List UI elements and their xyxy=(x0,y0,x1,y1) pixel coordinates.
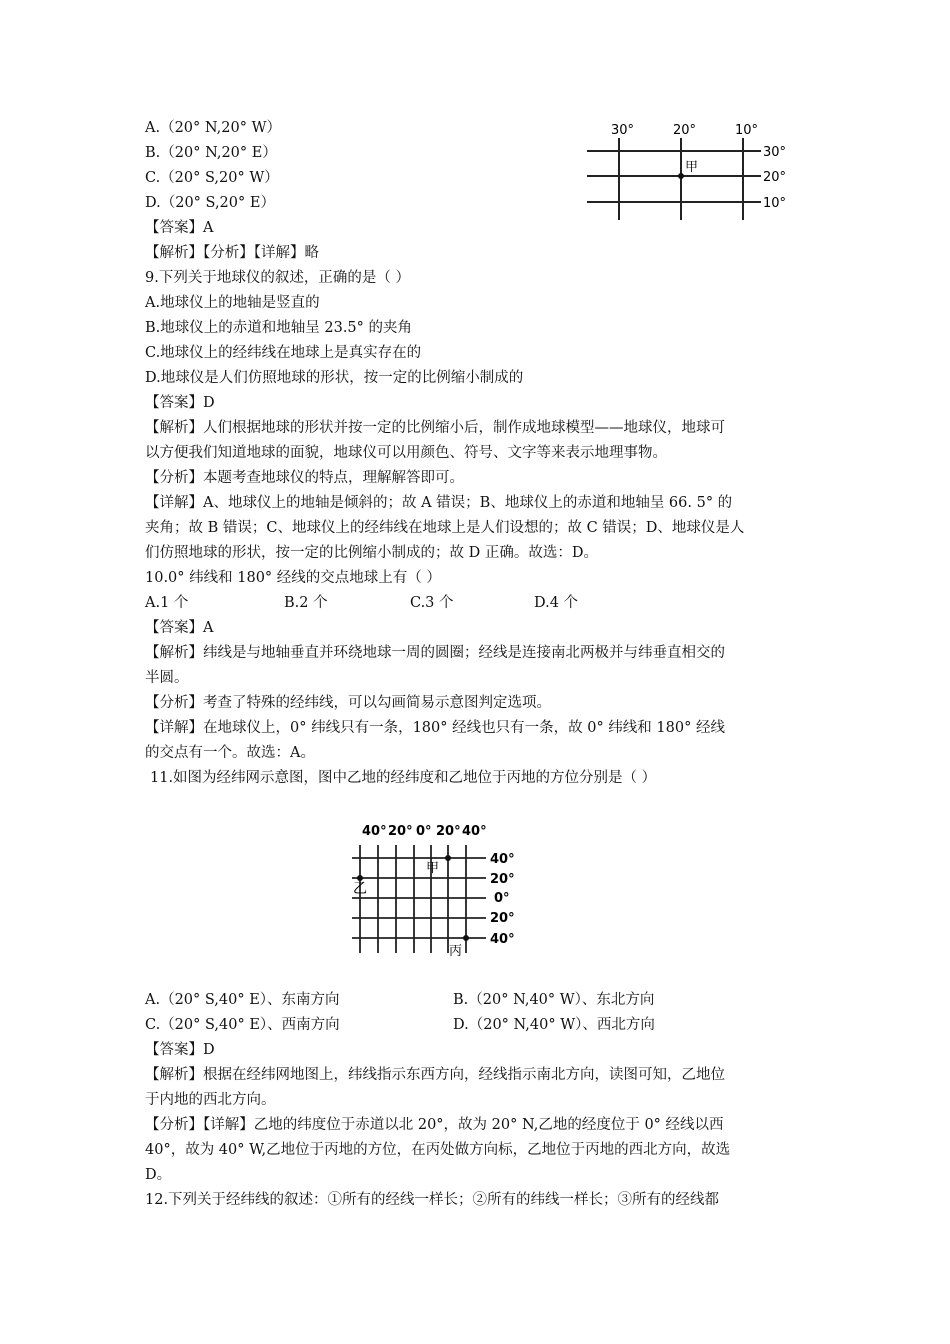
q9-option-c: C.地球仪上的经纬线在地球上是真实存在的 xyxy=(145,345,422,361)
q8-option-b: B.（20° N,20° E） xyxy=(145,145,277,161)
figure-grid-1 xyxy=(585,118,795,230)
q9-xiangjie-line2: 夹角；故 B 错误；C、地球仪上的经纬线在地球上是人们设想的；故 C 错误；D、地球仪是人 xyxy=(145,520,745,536)
q11-xiangjie-line2: 40°，故为 40° W,乙地位于丙地的方位，在丙处做方向标，乙地位于丙地的西北方向，故选 xyxy=(145,1142,731,1158)
fig1-right-label: 30° xyxy=(763,145,787,160)
q9-question: 9.下列关于地球仪的叙述，正确的是（ ） xyxy=(145,270,410,286)
fig2-right-label: 20° xyxy=(490,872,515,887)
q11-option-b: B.（20° N,40° W）、东北方向 xyxy=(453,992,655,1008)
fig1-right-label: 10° xyxy=(763,196,787,211)
q9-xiangjie-line3: 们仿照地球的形状，按一定的比例缩小制成的；故 D 正确。故选：D。 xyxy=(145,545,598,561)
q9-option-a: A.地球仪上的地轴是竖直的 xyxy=(145,295,320,311)
q11-jiexi-line2: 于内地的西北方向。 xyxy=(145,1092,276,1108)
q10-answer: 【答案】A xyxy=(145,620,214,636)
figure-grid-2 xyxy=(340,815,540,957)
q9-fenxi: 【分析】本题考查地球仪的特点，理解解答即可。 xyxy=(145,470,464,486)
q11-option-c: C.（20° S,40° E）、西南方向 xyxy=(145,1017,340,1033)
fig1-point-label: 甲 xyxy=(685,160,699,175)
fig1-right-label: 20° xyxy=(763,170,787,185)
q9-xiangjie-line1: 【详解】A、地球仪上的地轴是倾斜的；故 A 错误；B、地球仪上的赤道和地轴呈 66. 5° 的 xyxy=(145,495,733,511)
fig2-top-label: 0° xyxy=(416,824,432,839)
q8-option-a: A.（20° N,20° W） xyxy=(145,120,281,136)
fig2-label-yi: 乙 xyxy=(353,881,367,897)
fig2-right-label: 0° xyxy=(494,891,510,906)
fig2-right-label: 40° xyxy=(490,932,515,947)
fig2-label-jia: 甲 xyxy=(426,861,440,876)
fig2-right-label: 40° xyxy=(490,852,515,867)
q10-option-b: B.2 个 xyxy=(284,595,328,611)
q8-analysis: 【解析】【分析】【详解】略 xyxy=(145,245,319,261)
q12-question: 12.下列关于经纬线的叙述：①所有的经线一样长；②所有的纬线一样长；③所有的经线都 xyxy=(145,1192,720,1208)
point-bing xyxy=(463,935,469,941)
fig2-top-label: 20° xyxy=(388,824,413,839)
q10-question: 10.0° 纬线和 180° 经线的交点地球上有（ ） xyxy=(145,570,441,586)
q9-option-b: B.地球仪上的赤道和地轴呈 23.5° 的夹角 xyxy=(145,320,413,336)
q11-option-d: D.（20° N,40° W）、西北方向 xyxy=(453,1017,655,1033)
q9-jiexi-line2: 以方便我们知道地球的面貌，地球仪可以用颜色、符号、文字等来表示地理事物。 xyxy=(145,445,667,461)
q9-jiexi-line1: 【解析】人们根据地球的形状并按一定的比例缩小后，制作成地球模型——地球仪，地球可 xyxy=(145,420,725,436)
q8-answer: 【答案】A xyxy=(145,220,214,236)
q10-option-a: A.1 个 xyxy=(145,595,189,611)
q9-answer: 【答案】D xyxy=(145,395,215,411)
point-jia xyxy=(445,855,451,861)
fig2-right-label: 20° xyxy=(490,911,515,926)
q11-answer: 【答案】D xyxy=(145,1042,215,1058)
fig2-top-label: 40° xyxy=(462,824,487,839)
q10-jiexi-line2: 半圆。 xyxy=(145,670,189,686)
fig2-top-label: 40° xyxy=(362,824,387,839)
fig2-label-bing: 丙 xyxy=(449,944,463,957)
q10-xiangjie-line1: 【详解】在地球仪上，0° 纬线只有一条，180° 经线也只有一条，故 0° 纬线和 180° 经线 xyxy=(145,720,725,736)
fig1-top-label: 20° xyxy=(673,123,697,138)
q9-option-d: D.地球仪是人们仿照地球的形状，按一定的比例缩小制成的 xyxy=(145,370,524,386)
q10-jiexi-line1: 【解析】纬线是与地轴垂直并环绕地球一周的圆圈；经线是连接南北两极并与纬垂直相交的 xyxy=(145,645,725,661)
point-jia xyxy=(678,173,684,179)
q11-jiexi-line1: 【解析】根据在经纬网地图上，纬线指示东西方向，经线指示南北方向，读图可知，乙地位 xyxy=(145,1067,725,1083)
q11-xiangjie-line3: D。 xyxy=(145,1167,172,1183)
q10-fenxi: 【分析】考查了特殊的经纬线，可以勾画简易示意图判定选项。 xyxy=(145,695,551,711)
fig1-top-label: 30° xyxy=(611,123,635,138)
q10-option-d: D.4 个 xyxy=(534,595,579,611)
q10-xiangjie-line2: 的交点有一个。故选：A。 xyxy=(145,745,315,761)
q8-option-c: C.（20° S,20° W） xyxy=(145,170,279,186)
q11-xiangjie-line1: 【分析】【详解】乙地的纬度位于赤道以北 20°，故为 20° N,乙地的经度位于 0° 经线以西 xyxy=(145,1117,724,1133)
fig2-top-label: 20° xyxy=(436,824,461,839)
q11-question: 11.如图为经纬网示意图，图中乙地的经纬度和乙地位于丙地的方位分别是（ ） xyxy=(150,770,657,786)
q11-option-a: A.（20° S,40° E）、东南方向 xyxy=(145,992,340,1008)
q10-option-c: C.3 个 xyxy=(410,595,454,611)
fig1-top-label: 10° xyxy=(735,123,759,138)
q8-option-d: D.（20° S,20° E） xyxy=(145,195,275,211)
